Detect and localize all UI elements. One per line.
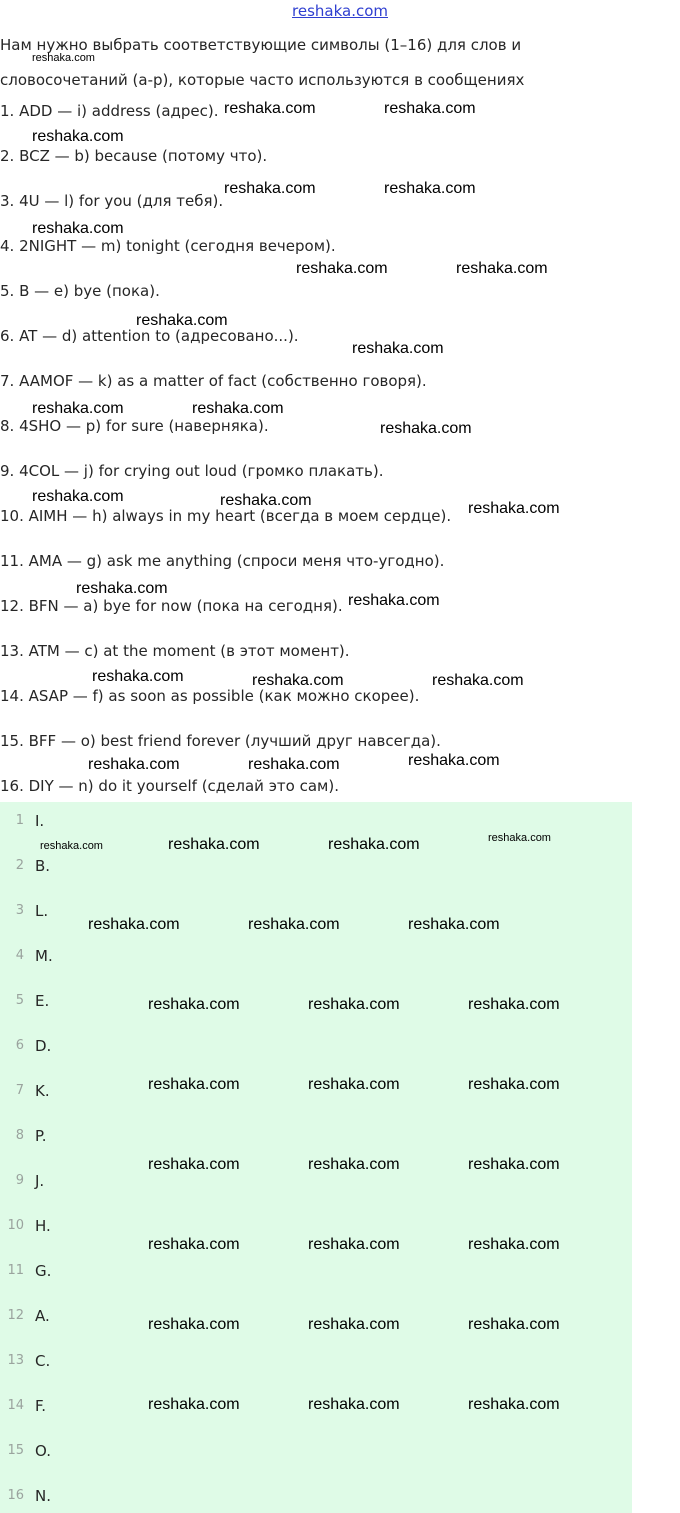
answer-row [0, 1260, 632, 1282]
list-item: 6. AT — d) attention to (адресовано...). [0, 327, 299, 345]
answer-row [0, 1485, 632, 1507]
watermark: reshaka.com [468, 500, 560, 517]
answer-row [0, 1170, 632, 1192]
answer-row [0, 1440, 632, 1462]
watermark: reshaka.com [308, 1236, 400, 1253]
watermark: reshaka.com [92, 668, 184, 685]
answer-row [0, 1305, 632, 1327]
watermark: reshaka.com [468, 1156, 560, 1173]
watermark: reshaka.com [192, 400, 284, 417]
watermark: reshaka.com [352, 340, 444, 357]
watermark: reshaka.com [148, 1076, 240, 1093]
line-number: 13 [7, 1353, 24, 1368]
watermark: reshaka.com [168, 836, 260, 853]
answer-letter: N. [35, 1487, 51, 1505]
answer-letter: M. [35, 947, 53, 965]
answer-letter: J. [35, 1172, 45, 1190]
list-item: 7. AAMOF — k) as a matter of fact (собственно говоря). [0, 372, 427, 390]
list-item: 14. ASAP — f) as soon as possible (как можно скорее). [0, 687, 420, 705]
list-item: 10. AIMH — h) always in my heart (всегда в моем сердце). [0, 507, 452, 525]
site-link[interactable]: reshaka.com [292, 2, 388, 20]
answer-letter: B. [35, 857, 51, 875]
watermark: reshaka.com [148, 1156, 240, 1173]
line-number: 4 [15, 948, 24, 963]
watermark: reshaka.com [308, 1156, 400, 1173]
watermark: reshaka.com [432, 672, 524, 689]
watermark: reshaka.com [384, 100, 476, 117]
watermark: reshaka.com [88, 916, 180, 933]
answer-letter: I. [35, 812, 45, 830]
list-item: 13. ATM — c) at the moment (в этот момент). [0, 642, 350, 660]
watermark: reshaka.com [308, 1396, 400, 1413]
watermark: reshaka.com [408, 752, 500, 769]
watermark: reshaka.com [32, 128, 124, 145]
watermark: reshaka.com [248, 756, 340, 773]
list-item: 11. AMA — g) ask me anything (спроси меня что-угодно). [0, 552, 445, 570]
line-number: 16 [7, 1488, 24, 1503]
answer-letter: D. [35, 1037, 52, 1055]
watermark: reshaka.com [252, 672, 344, 689]
watermark: reshaka.com [328, 836, 420, 853]
line-number: 15 [7, 1443, 24, 1458]
watermark: reshaka.com [224, 180, 316, 197]
answer-letter: L. [35, 902, 49, 920]
watermark: reshaka.com [224, 100, 316, 117]
watermark: reshaka.com [308, 1076, 400, 1093]
answer-row [0, 1080, 632, 1102]
line-number: 6 [15, 1038, 24, 1053]
answer-letter: H. [35, 1217, 51, 1235]
list-item: 16. DIY — n) do it yourself (сделай это сам). [0, 777, 339, 795]
answer-letter: P. [35, 1127, 47, 1145]
line-number: 8 [15, 1128, 24, 1143]
watermark: reshaka.com [468, 1236, 560, 1253]
watermark: reshaka.com [88, 756, 180, 773]
line-number: 7 [15, 1083, 24, 1098]
watermark: reshaka.com [148, 1316, 240, 1333]
watermark: reshaka.com [468, 1076, 560, 1093]
answer-row [0, 900, 632, 922]
answer-letter: C. [35, 1352, 51, 1370]
line-number: 2 [15, 858, 24, 873]
line-number: 10 [7, 1218, 24, 1233]
watermark: reshaka.com [348, 592, 440, 609]
list-item: 5. B — e) bye (пока). [0, 282, 160, 300]
answer-letter: E. [35, 992, 50, 1010]
answer-letter: O. [35, 1442, 51, 1460]
answer-row [0, 1350, 632, 1372]
list-item: 9. 4COL — j) for crying out loud (громко плакать). [0, 462, 384, 480]
watermark: reshaka.com [456, 260, 548, 277]
watermark: reshaka.com [308, 1316, 400, 1333]
answer-row [0, 1125, 632, 1147]
list-item: 1. ADD — i) address (адрес). [0, 102, 219, 120]
line-number: 1 [15, 813, 24, 828]
line-number: 14 [7, 1398, 24, 1413]
list-item: 2. BCZ — b) because (потому что). [0, 147, 268, 165]
answer-panel [0, 802, 632, 1513]
list-item: 8. 4SHO — p) for sure (наверняка). [0, 417, 269, 435]
watermark: reshaka.com [32, 52, 95, 64]
line-number: 12 [7, 1308, 24, 1323]
watermark: reshaka.com [308, 996, 400, 1013]
watermark: reshaka.com [40, 840, 103, 852]
watermark: reshaka.com [220, 492, 312, 509]
watermark: reshaka.com [384, 180, 476, 197]
answer-row [0, 1395, 632, 1417]
watermark: reshaka.com [468, 996, 560, 1013]
answer-row [0, 990, 632, 1012]
answer-letter: K. [35, 1082, 50, 1100]
watermark: reshaka.com [488, 832, 551, 844]
list-item: 15. BFF — o) best friend forever (лучший друг навсегда). [0, 732, 441, 750]
answer-row [0, 1215, 632, 1237]
watermark: reshaka.com [136, 312, 228, 329]
answer-letter: F. [35, 1397, 46, 1415]
watermark: reshaka.com [408, 916, 500, 933]
answer-row [0, 810, 632, 832]
watermark: reshaka.com [248, 916, 340, 933]
watermark: reshaka.com [148, 996, 240, 1013]
watermark: reshaka.com [148, 1236, 240, 1253]
line-number: 11 [7, 1263, 24, 1278]
watermark: reshaka.com [148, 1396, 240, 1413]
list-item: 4. 2NIGHT — m) tonight (сегодня вечером). [0, 237, 336, 255]
answer-row [0, 1035, 632, 1057]
intro-text: Нам нужно выбрать соответствующие символы (1–16) для слов и словосочетаний (a-p), которые часто используются в сообщениях [0, 36, 525, 89]
answer-row [0, 945, 632, 967]
watermark: reshaka.com [32, 400, 124, 417]
watermark: reshaka.com [380, 420, 472, 437]
watermark: reshaka.com [32, 220, 124, 237]
answer-letter: A. [35, 1307, 50, 1325]
watermark: reshaka.com [296, 260, 388, 277]
answer-row [0, 855, 632, 877]
answer-letter: G. [35, 1262, 52, 1280]
line-number: 5 [15, 993, 24, 1008]
list-item: 3. 4U — l) for you (для тебя). [0, 192, 224, 210]
line-number: 9 [15, 1173, 24, 1188]
list-item: 12. BFN — a) bye for now (пока на сегодня). [0, 597, 343, 615]
watermark: reshaka.com [468, 1316, 560, 1333]
line-number: 3 [15, 903, 24, 918]
watermark: reshaka.com [468, 1396, 560, 1413]
watermark: reshaka.com [32, 488, 124, 505]
watermark: reshaka.com [76, 580, 168, 597]
